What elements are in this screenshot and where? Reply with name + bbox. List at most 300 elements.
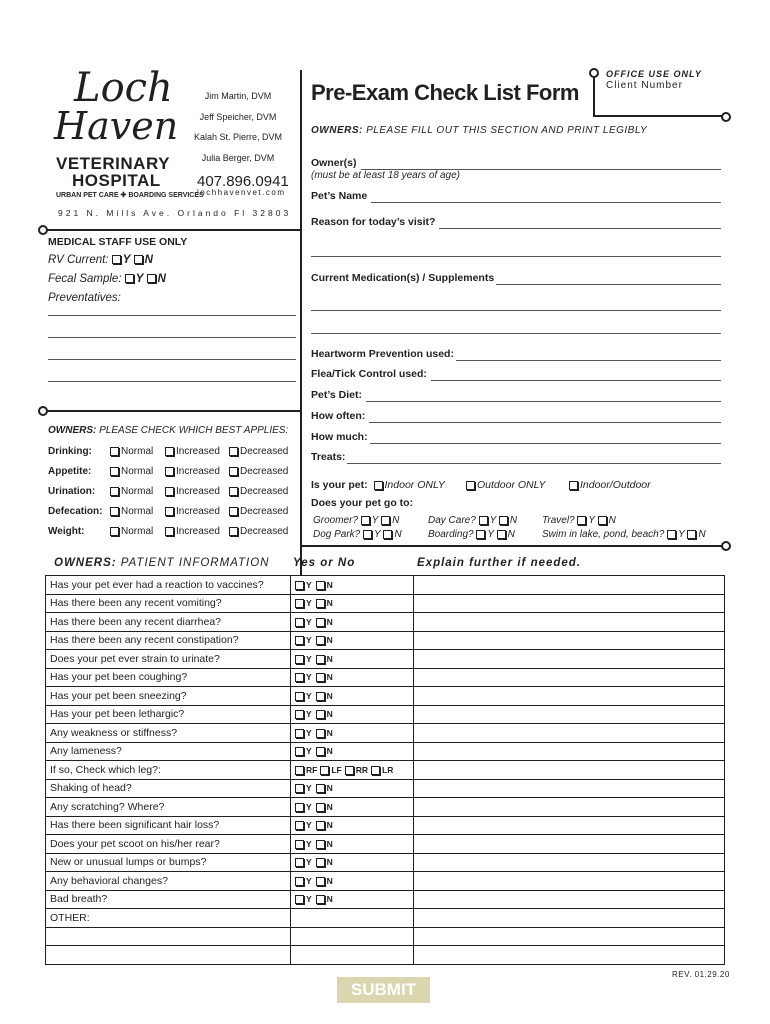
yes-label: Y [306,635,312,646]
table-row [46,650,725,669]
no-label: N [326,894,333,905]
yes-label: Y [306,875,312,886]
yes-no-cell[interactable] [291,576,414,595]
no-label: N [326,635,333,646]
yes-no-cell[interactable] [291,650,414,669]
decreased-option[interactable]: Decreased [229,506,288,526]
owners-heading-bold: OWNERS: [311,125,363,136]
boarding-option[interactable]: Boarding? Y N [428,529,515,540]
preventatives-line[interactable] [48,326,296,338]
leg-label: LR [382,764,394,775]
table-row [46,909,725,928]
explain-cell[interactable] [414,816,725,835]
yes-no-cell[interactable] [291,705,414,724]
office-use-title: OFFICE USE ONLY [606,69,702,79]
checkbox[interactable] [383,530,392,539]
website: lochhavenvet.com [197,188,286,197]
yes-no-cell[interactable] [291,613,414,632]
table-row [46,779,725,798]
yes-checkbox[interactable] [295,618,304,627]
treats-label: Treats: [311,451,346,463]
normal-option[interactable]: Normal [110,446,165,466]
divider-check [42,410,300,412]
decreased-option[interactable]: Decreased [229,486,288,506]
table-row [46,872,725,891]
question-cell: OTHER: [46,909,291,928]
explain-cell[interactable] [414,687,725,706]
yes-label: Y [306,746,312,757]
no-checkbox[interactable] [316,784,325,793]
leg-label: LF [331,764,342,775]
no-label: N [326,672,333,683]
question-cell: Any scratching? Where? [46,798,291,817]
checkbox[interactable] [577,516,586,525]
fecal-no-checkbox[interactable] [147,274,156,283]
doctor-list [188,86,288,168]
yes-label: Y [306,783,312,794]
question-cell: Has there been any recent diarrhea? [46,613,291,632]
no-checkbox[interactable] [316,599,325,608]
yes-no-cell[interactable] [291,816,414,835]
fecal-yes-checkbox[interactable] [125,274,134,283]
table-row [46,576,725,595]
explain-cell[interactable] [414,705,725,724]
explain-cell[interactable] [414,724,725,743]
checkbox[interactable] [466,481,475,490]
explain-cell[interactable] [414,613,725,632]
doctor-name: Julia Berger, DVM [201,152,275,163]
checkbox[interactable] [381,516,390,525]
table-row [46,853,725,872]
explain-cell[interactable] [414,927,725,946]
no-label: N [326,746,333,757]
yes-label: Y [306,801,312,812]
yes-label: Y [306,690,312,701]
yes-no-cell[interactable] [291,594,414,613]
no-checkbox[interactable] [316,840,325,849]
no-label: N [326,875,333,886]
no-label: N [326,727,333,738]
checkbox[interactable] [110,467,119,476]
rv-no-checkbox[interactable] [134,255,143,264]
question-cell: New or unusual lumps or bumps? [46,853,291,872]
table-row [46,668,725,687]
table-row [46,816,725,835]
question-cell: Does your pet scoot on his/her rear? [46,835,291,854]
checkbox[interactable] [361,516,370,525]
check-row-weight: Weight: Normal Increased Decreased [48,526,300,546]
preventatives-line[interactable] [48,348,296,360]
how-much-input[interactable] [370,431,721,444]
question-cell: If so, Check which leg?: [46,761,291,780]
checkbox[interactable] [165,487,174,496]
medications-label: Current Medication(s) / Supplements [311,272,495,284]
explain-cell[interactable] [414,594,725,613]
owner-label: Owner(s) [311,157,357,169]
checkbox[interactable] [165,447,174,456]
how-often-label: How often: [311,410,366,422]
table-row [46,835,725,854]
heartworm-label: Heartworm Prevention used: [311,348,454,360]
yes-no-cell[interactable] [291,946,414,965]
yes-label: Y [306,727,312,738]
question-cell: Has there been significant hair loss? [46,816,291,835]
table-row [46,742,725,761]
divider-medical [42,229,300,231]
how-much-field[interactable] [311,431,721,444]
yes-no-cell[interactable] [291,779,414,798]
checkbox[interactable] [229,467,238,476]
explain-cell[interactable] [414,853,725,872]
no-checkbox[interactable] [316,673,325,682]
indoor-label: Is your pet: [311,479,368,491]
ring-marker [38,225,48,235]
yes-label: Y [306,579,312,590]
checkbox[interactable] [229,487,238,496]
increased-option[interactable]: Increased [165,506,229,526]
preventatives-line[interactable] [48,304,296,316]
no-label: N [326,653,333,664]
no-checkbox[interactable] [316,636,325,645]
table-row [46,687,725,706]
divider-office [593,115,728,117]
explain-cell[interactable] [414,946,725,965]
question-cell [46,946,291,965]
medical-staff-section [48,236,296,382]
table-row [46,613,725,632]
checkbox[interactable] [667,530,676,539]
checkbox[interactable] [110,527,119,536]
no-checkbox[interactable] [316,692,325,701]
explain-cell[interactable] [414,668,725,687]
how-often-input[interactable] [369,410,721,423]
yes-checkbox[interactable] [295,729,304,738]
checkbox[interactable] [363,530,372,539]
logo-script-loch: Loch [74,65,173,111]
doctor-name: Kalah St. Pierre, DVM [193,132,283,142]
checkbox[interactable] [476,530,485,539]
explain-cell[interactable] [414,650,725,669]
pet-name-label: Pet’s Name [311,190,368,202]
yes-no-cell[interactable] [291,890,414,909]
checkbox[interactable] [479,516,488,525]
pet-name-field[interactable] [311,190,721,203]
preventatives-line[interactable] [48,370,296,382]
yes-checkbox[interactable] [295,895,304,904]
question-cell [46,927,291,946]
owner-note: (must be at least 18 years of age) [311,170,460,181]
checkbox[interactable] [229,527,238,536]
increased-option[interactable]: Increased [165,486,229,506]
checkbox[interactable] [165,527,174,536]
no-checkbox[interactable] [316,710,325,719]
decreased-option[interactable]: Decreased [229,446,288,466]
reason-line-2[interactable] [311,244,721,257]
heartworm-field[interactable] [311,348,721,361]
yes-checkbox[interactable] [295,692,304,701]
increased-option[interactable]: Increased [165,466,229,486]
question-cell: Has your pet been coughing? [46,668,291,687]
diet-label: Pet’s Diet: [311,389,362,401]
leg-checkbox[interactable] [371,766,380,775]
yes-no-cell[interactable] [291,835,414,854]
yes-label: Y [306,709,312,720]
check-heading: OWNERS: PLEASE CHECK WHICH BEST APPLIES: [48,425,289,436]
owners-heading [311,125,647,136]
checkbox[interactable] [110,507,119,516]
submit-button[interactable]: SUBMIT [337,977,430,1003]
decreased-option[interactable]: Decreased [229,526,288,546]
diet-field[interactable] [311,389,721,402]
patient-questions-table [45,575,725,965]
indoor-outdoor-option[interactable]: Indoor/Outdoor [569,479,651,491]
no-checkbox[interactable] [316,618,325,627]
yes-label: Y [306,653,312,664]
yes-label: Y [306,838,312,849]
checkbox[interactable] [229,507,238,516]
indoor-question [311,479,651,491]
pet-name-input[interactable] [371,190,721,203]
leg-checkbox[interactable] [320,766,329,775]
rv-yes-checkbox[interactable] [112,255,121,264]
table-row [46,705,725,724]
heartworm-input[interactable] [456,348,721,361]
yes-no-cell[interactable] [291,798,414,817]
medications-input[interactable] [496,272,721,285]
check-row-drinking: Drinking: Normal Increased Decreased [48,446,300,466]
normal-option[interactable]: Normal [110,526,165,546]
decreased-option[interactable]: Decreased [229,466,288,486]
leg-checkbox[interactable] [345,766,354,775]
question-cell: Has your pet been lethargic? [46,705,291,724]
yes-no-cell[interactable] [291,668,414,687]
yes-checkbox[interactable] [295,821,304,830]
no-label: N [326,690,333,701]
medications-line-3[interactable] [311,321,721,334]
medications-line-2[interactable] [311,298,721,311]
treats-field[interactable] [311,451,721,464]
explain-cell[interactable] [414,835,725,854]
yes-checkbox[interactable] [295,636,304,645]
explain-cell[interactable] [414,761,725,780]
patient-info-heading: OWNERS: PATIENT INFORMATION [54,557,270,569]
treats-input[interactable] [347,451,721,464]
explain-cell[interactable] [414,779,725,798]
no-label: N [326,838,333,849]
checkbox[interactable] [598,516,607,525]
leg-label: RF [306,764,318,775]
checkbox[interactable] [110,487,119,496]
logo-tagline: URBAN PET CARE ✚ BOARDING SERVICES [56,192,204,199]
no-checkbox[interactable] [316,895,325,904]
table-row [46,724,725,743]
travel-option[interactable]: Travel? Y N [542,515,616,526]
how-much-label: How much: [311,431,368,443]
phone-number: 407.896.0941 [197,173,289,190]
checkbox[interactable] [569,481,578,490]
checkbox[interactable] [687,530,696,539]
yes-label: Y [306,894,312,905]
owners-heading-text: PLEASE FILL OUT THIS SECTION AND PRINT LEGIBLY [362,125,648,136]
how-often-field[interactable] [311,410,721,423]
normal-option[interactable]: Normal [110,506,165,526]
explain-cell[interactable] [414,742,725,761]
question-cell: Has there been any recent vomiting? [46,594,291,613]
yes-checkbox[interactable] [295,877,304,886]
checkbox[interactable] [165,507,174,516]
no-label: N [326,616,333,627]
preventatives-label: Preventatives: [48,292,121,304]
owner-input[interactable] [361,157,721,170]
explain-cell[interactable] [414,872,725,891]
checkbox[interactable] [374,481,383,490]
diet-input[interactable] [366,389,721,402]
checkbox[interactable] [499,516,508,525]
goto-grid [313,515,723,545]
no-checkbox[interactable] [316,655,325,664]
reason-input[interactable] [439,216,721,229]
yes-checkbox[interactable] [295,710,304,719]
table-row [46,798,725,817]
explain-cell[interactable] [414,798,725,817]
explain-cell[interactable] [414,631,725,650]
explain-heading: Explain further if needed. [417,557,582,569]
yes-no-cell[interactable] [291,687,414,706]
check-grid [48,446,300,546]
table-row [46,594,725,613]
yes-label: Y [306,616,312,627]
no-checkbox[interactable] [316,803,325,812]
explain-cell[interactable] [414,909,725,928]
reason-label: Reason for today’s visit? [311,216,436,228]
indoor-only-option[interactable]: Indoor ONLY [374,479,445,491]
question-cell: Has your pet been sneezing? [46,687,291,706]
no-label: N [326,598,333,609]
no-checkbox[interactable] [316,581,325,590]
logo-veterinary: VETERINARY [56,154,170,173]
table-row [46,761,725,780]
explain-cell[interactable] [414,576,725,595]
checkbox[interactable] [497,530,506,539]
no-label: N [326,857,333,868]
no-label: N [326,709,333,720]
yes-no-cell[interactable] [291,761,414,780]
check-row-urination: Urination: Normal Increased Decreased [48,486,300,506]
yes-checkbox[interactable] [295,858,304,867]
table-row [46,927,725,946]
leg-checkbox[interactable] [295,766,304,775]
yes-checkbox[interactable] [295,840,304,849]
swim-option[interactable]: Swim in lake, pond, beach? Y N [542,529,706,540]
address: 921 N. Mills Ave. Orlando Fl 32803 [58,208,292,218]
yes-label: Y [306,672,312,683]
yes-no-cell[interactable] [291,631,414,650]
no-checkbox[interactable] [316,858,325,867]
yes-checkbox[interactable] [295,784,304,793]
flea-field[interactable] [311,368,721,381]
form-title: Pre-Exam Check List Form [311,80,579,105]
checkbox[interactable] [110,447,119,456]
question-cell: Any weakness or stiffness? [46,724,291,743]
ring-marker [721,112,731,122]
ring-marker [589,68,599,78]
ring-marker [38,406,48,416]
owner-field[interactable] [311,157,721,181]
question-cell: Any behavioral changes? [46,872,291,891]
yes-no-heading: Yes or No [293,557,356,569]
yes-checkbox[interactable] [295,747,304,756]
no-checkbox[interactable] [316,747,325,756]
checkbox[interactable] [165,467,174,476]
yes-no-cell[interactable] [291,853,414,872]
outdoor-only-option[interactable]: Outdoor ONLY [466,479,546,491]
question-cell: Bad breath? [46,890,291,909]
divider-vertical [300,70,302,575]
daycare-option[interactable]: Day Care? Y N [428,515,518,526]
question-cell: Shaking of head? [46,779,291,798]
yes-checkbox[interactable] [295,673,304,682]
yes-label: Y [306,598,312,609]
yes-checkbox[interactable] [295,581,304,590]
divider-pet-section [300,545,725,547]
yes-checkbox[interactable] [295,655,304,664]
clinic-logo [52,65,204,202]
no-checkbox[interactable] [316,821,325,830]
increased-option[interactable]: Increased [165,446,229,466]
yes-no-cell[interactable] [291,909,414,928]
flea-label: Flea/Tick Control used: [311,368,427,380]
question-cell: Has there been any recent constipation? [46,631,291,650]
yes-no-cell[interactable] [291,742,414,761]
yes-checkbox[interactable] [295,803,304,812]
yes-checkbox[interactable] [295,599,304,608]
table-row [46,890,725,909]
logo-script-haven: Haven [54,104,179,148]
no-label: N [326,801,333,812]
reason-field[interactable] [311,216,721,229]
yes-no-cell[interactable] [291,927,414,946]
leg-label: RR [355,764,369,775]
yes-label: Y [306,857,312,868]
question-cell: Any lameness? [46,742,291,761]
explain-cell[interactable] [414,890,725,909]
normal-option[interactable]: Normal [110,486,165,506]
no-checkbox[interactable] [316,729,325,738]
no-label: N [326,783,333,794]
client-number-label: Client Number [606,80,683,91]
rv-current-row: RV Current: Y N [48,254,153,266]
checkbox[interactable] [229,447,238,456]
groomer-option[interactable]: Groomer? Y N [313,515,400,526]
increased-option[interactable]: Increased [165,526,229,546]
medications-field[interactable] [311,272,721,285]
dogpark-option[interactable]: Dog Park? Y N [313,529,402,540]
yes-no-cell[interactable] [291,872,414,891]
logo-hospital: HOSPITAL [72,171,161,190]
yes-no-cell[interactable] [291,724,414,743]
normal-option[interactable]: Normal [110,466,165,486]
question-cell: Does your pet ever strain to urinate? [46,650,291,669]
check-row-appetite: Appetite: Normal Increased Decreased [48,466,300,486]
no-checkbox[interactable] [316,877,325,886]
no-label: N [326,579,333,590]
medical-staff-title: MEDICAL STAFF USE ONLY [48,236,188,248]
table-row [46,946,725,965]
flea-input[interactable] [431,368,721,381]
doctor-name: Jim Martin, DVM [204,91,272,101]
fecal-sample-row: Fecal Sample: Y N [48,273,166,285]
check-row-defecation: Defecation: Normal Increased Decreased [48,506,300,526]
